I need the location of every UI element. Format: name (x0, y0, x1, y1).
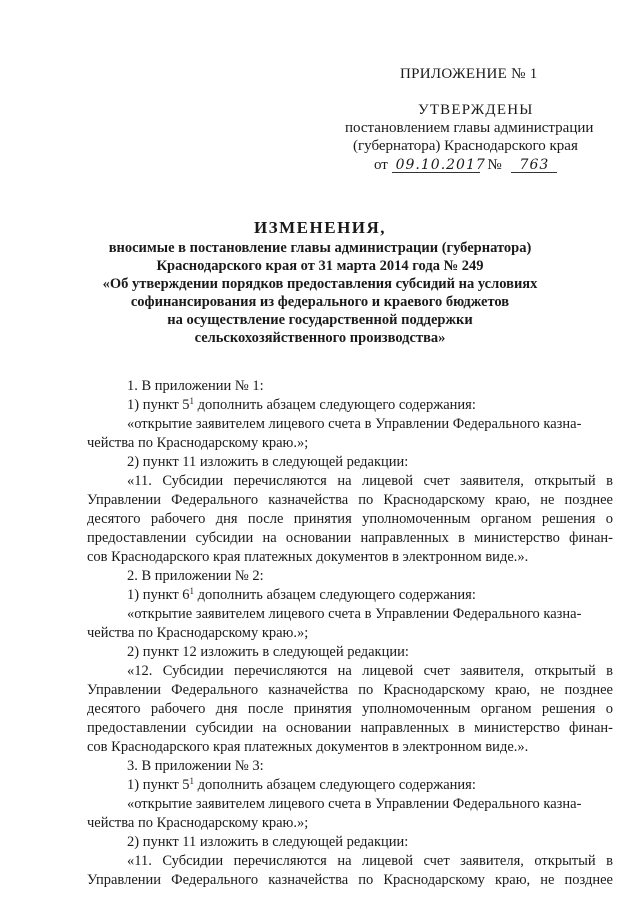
section-2-quote-2-line-2: Управлении Федерального казначейства по Краснодарскому краю, не позднее (87, 682, 613, 698)
subtitle-line-1: вносимые в постановление главы администрации (губернатора) (108, 240, 532, 256)
handwritten-date: 09.10.2017 (392, 158, 480, 173)
section-1-quote-2-line-2: Управлении Федерального казначейства по Краснодарскому краю, не позднее (87, 492, 613, 508)
document-title: ИЗМЕНЕНИЯ, (253, 218, 387, 237)
section-1-quote-2-line-5: сов Краснодарского края платежных документов в электронном виде.». (87, 549, 529, 565)
section-2-heading: 2. В приложении № 2: (127, 568, 264, 584)
section-2-quote-2-line-3: десятого рабочего дня после принятия уполномоченным органом решения о (87, 701, 613, 717)
subtitle-line-6: сельскохозяйственного производства» (194, 330, 446, 346)
approved-title: УТВЕРЖДЕНЫ (418, 102, 534, 118)
approval-date-line (374, 157, 557, 174)
section-2-quote-1-line-2: чейства по Краснодарскому краю.»; (87, 625, 309, 641)
section-1-quote-2-line-1: «11. Субсидии перечисляются на лицевой счет заявителя, открытый в (127, 473, 613, 489)
section-3-item-1: 1) пункт $5^1$ дополнить абзацем следующего содержания: (127, 776, 476, 793)
section-3-quote-1-line-1: «открытие заявителем лицевого счета в Управлении Федерального казна- (127, 796, 582, 812)
section-1-quote-2-line-4: предоставлении субсидии на основании направленных в министерство финан- (87, 530, 613, 546)
section-1-item-1: 1) пункт $5^1$ дополнить абзацем следующего содержания: (127, 396, 476, 413)
section-3-item-2: 2) пункт 11 изложить в следующей редакции: (127, 834, 409, 850)
section-2-quote-2-line-1: «12. Субсидии перечисляются на лицевой счет заявителя, открытый в (127, 663, 613, 679)
section-2-item-1: 1) пункт $6^1$ дополнить абзацем следующего содержания: (127, 586, 476, 603)
section-3-quote-1-line-2: чейства по Краснодарскому краю.»; (87, 815, 309, 831)
approval-line-1: постановлением главы администрации (345, 120, 594, 136)
section-1-quote-2-line-3: десятого рабочего дня после принятия уполномоченным органом решения о (87, 511, 613, 527)
subtitle-line-2: Краснодарского края от 31 марта 2014 года № 249 (156, 258, 484, 274)
section-2-quote-2-line-5: сов Краснодарского края платежных документов в электронном виде.». (87, 739, 529, 755)
section-2-item-2: 2) пункт 12 изложить в следующей редакции: (127, 644, 409, 660)
subtitle-line-4: софинансирования из федерального и краевого бюджетов (130, 294, 510, 310)
section-2-quote-2-line-4: предоставлении субсидии на основании направленных в министерство финан- (87, 720, 613, 736)
section-3-heading: 3. В приложении № 3: (127, 758, 264, 774)
subtitle-line-3: «Об утверждении порядков предоставления субсидий на условиях (102, 276, 538, 292)
approval-line-2: (губернатора) Краснодарского края (353, 138, 578, 154)
section-1-quote-1-line-2: чейства по Краснодарскому краю.»; (87, 435, 309, 451)
section-1-heading: 1. В приложении № 1: (127, 378, 264, 394)
section-1-quote-1-line-1: «открытие заявителем лицевого счета в Управлении Федерального казна- (127, 416, 582, 432)
handwritten-number: 763 (511, 158, 557, 173)
section-2-quote-1-line-1: «открытие заявителем лицевого счета в Управлении Федерального казна- (127, 606, 582, 622)
section-3-quote-2-line-2: Управлении Федерального казначейства по Краснодарскому краю, не позднее (87, 872, 613, 888)
from-label: от (374, 157, 388, 173)
number-label: № (487, 157, 502, 173)
subtitle-line-5: на осуществление государственной поддержки (167, 312, 473, 328)
section-3-quote-2-line-1: «11. Субсидии перечисляются на лицевой счет заявителя, открытый в (127, 853, 613, 869)
appendix-label: ПРИЛОЖЕНИЕ № 1 (400, 66, 538, 82)
section-1-item-2: 2) пункт 11 изложить в следующей редакции: (127, 454, 409, 470)
